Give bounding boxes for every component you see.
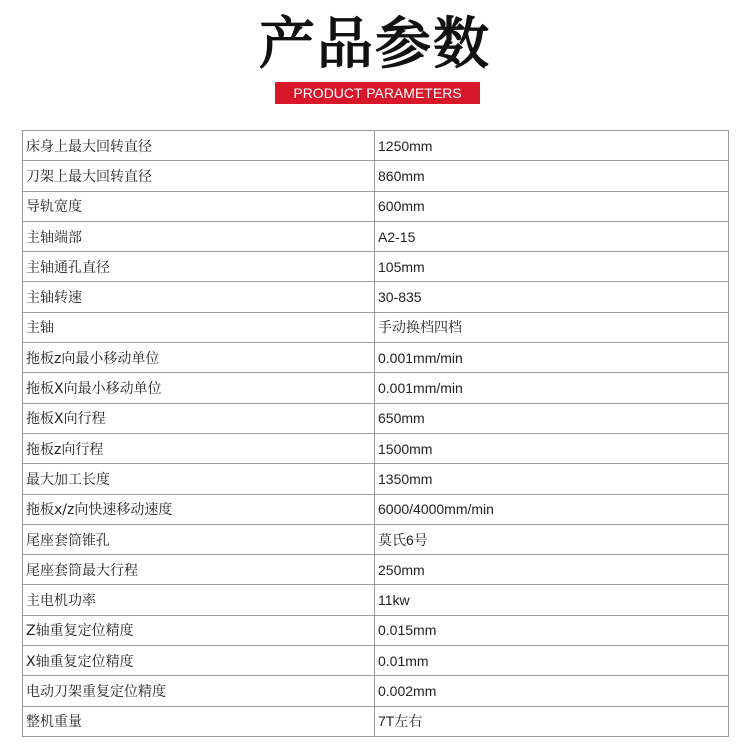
parameter-value: 0.01mm	[375, 646, 729, 676]
table-row	[23, 494, 729, 524]
parameter-label: 床身上最大回转直径	[23, 131, 375, 161]
parameter-label: 电动刀架重复定位精度	[23, 676, 375, 706]
parameter-label: 拖板X向行程	[23, 403, 375, 433]
parameters-table-body	[23, 131, 729, 737]
table-row	[23, 524, 729, 554]
parameter-value: 0.001mm/min	[375, 373, 729, 403]
parameter-label: 拖板x/z向快速移动速度	[23, 494, 375, 524]
parameter-label: 主电机功率	[23, 585, 375, 615]
parameter-label: 主轴端部	[23, 221, 375, 251]
parameter-value: 860mm	[375, 161, 729, 191]
table-row	[23, 433, 729, 463]
parameter-label: 拖板X向最小移动单位	[23, 373, 375, 403]
parameter-value: 6000/4000mm/min	[375, 494, 729, 524]
parameter-value: 7T左右	[375, 706, 729, 736]
table-row	[23, 373, 729, 403]
table-row	[23, 343, 729, 373]
parameter-value: 30-835	[375, 282, 729, 312]
parameter-label: 尾座套筒最大行程	[23, 555, 375, 585]
parameter-value: 650mm	[375, 403, 729, 433]
table-row	[23, 403, 729, 433]
parameter-value: 莫氏6号	[375, 524, 729, 554]
parameter-label: 尾座套筒锥孔	[23, 524, 375, 554]
parameter-label: 整机重量	[23, 706, 375, 736]
parameter-value: A2-15	[375, 221, 729, 251]
table-row	[23, 555, 729, 585]
parameter-value: 手动换档四档	[375, 312, 729, 342]
subtitle-badge: PRODUCT PARAMETERS	[275, 82, 480, 104]
parameter-value: 250mm	[375, 555, 729, 585]
table-row	[23, 676, 729, 706]
parameter-label: 导轨宽度	[23, 191, 375, 221]
table-row	[23, 615, 729, 645]
parameter-value: 600mm	[375, 191, 729, 221]
table-row	[23, 646, 729, 676]
parameter-value: 1350mm	[375, 464, 729, 494]
page-header	[0, 0, 750, 112]
table-row	[23, 131, 729, 161]
parameter-value: 0.001mm/min	[375, 343, 729, 373]
table-row	[23, 282, 729, 312]
table-row	[23, 252, 729, 282]
parameter-value: 0.002mm	[375, 676, 729, 706]
parameter-value: 0.015mm	[375, 615, 729, 645]
table-row	[23, 706, 729, 736]
table-row	[23, 221, 729, 251]
parameter-label: 拖板z向行程	[23, 433, 375, 463]
parameter-value: 1500mm	[375, 433, 729, 463]
parameter-label: 拖板z向最小移动单位	[23, 343, 375, 373]
table-row	[23, 464, 729, 494]
parameter-label: Z轴重复定位精度	[23, 615, 375, 645]
parameters-table	[22, 130, 729, 737]
table-row	[23, 191, 729, 221]
table-row	[23, 312, 729, 342]
parameter-value: 11kw	[375, 585, 729, 615]
table-row	[23, 585, 729, 615]
parameter-label: X轴重复定位精度	[23, 646, 375, 676]
parameter-label: 主轴	[23, 312, 375, 342]
parameter-label: 最大加工长度	[23, 464, 375, 494]
table-row	[23, 161, 729, 191]
parameter-value: 1250mm	[375, 131, 729, 161]
parameter-label: 主轴转速	[23, 282, 375, 312]
page-title: 产品参数	[259, 12, 491, 77]
parameter-label: 主轴通孔直径	[23, 252, 375, 282]
parameter-label: 刀架上最大回转直径	[23, 161, 375, 191]
parameter-value: 105mm	[375, 252, 729, 282]
